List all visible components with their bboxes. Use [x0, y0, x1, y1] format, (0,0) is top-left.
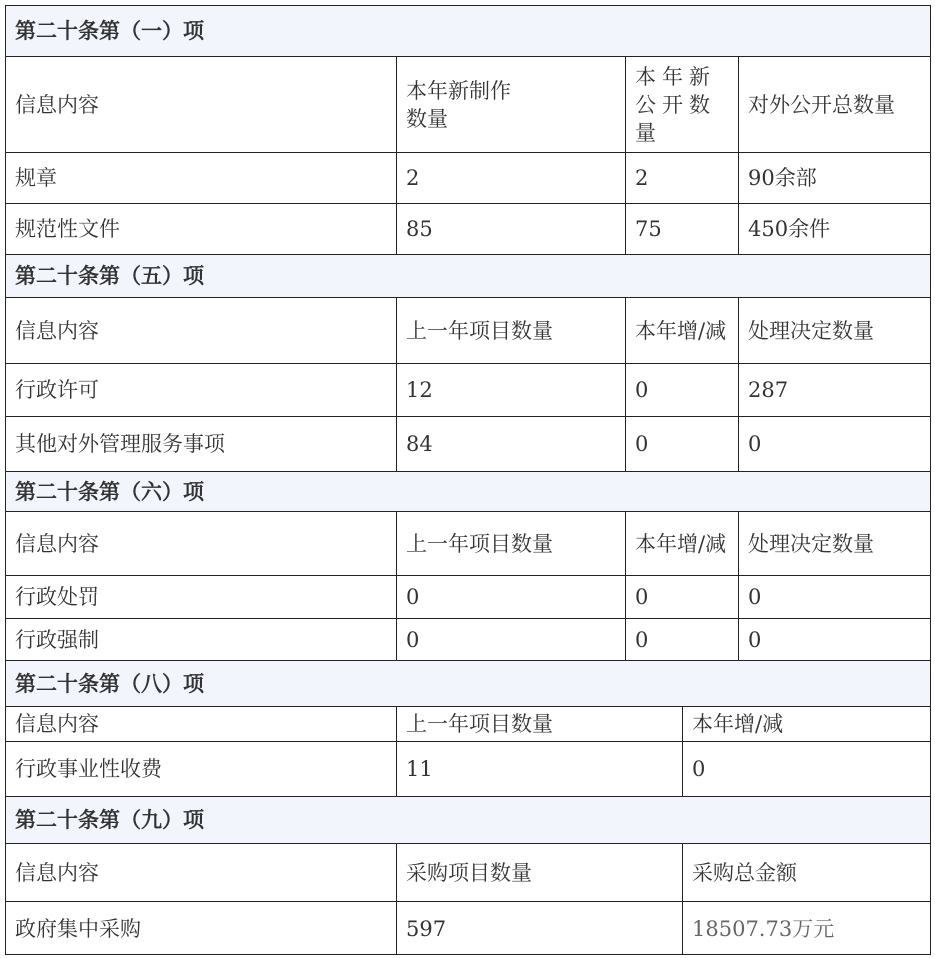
table-cell: 行政强制 — [6, 619, 397, 660]
table-cell: 18507.73万元 — [692, 916, 835, 941]
table-cell: 0 — [748, 627, 762, 652]
table-cell: 287 — [748, 378, 789, 402]
table-cell: 0 — [748, 585, 762, 609]
header-cell: 上一年项目数量 — [397, 298, 626, 363]
table-cell: 0 — [397, 619, 626, 660]
table-row — [5, 152, 931, 203]
table-cell: 行政许可 — [6, 364, 397, 416]
section-title: 第二十条第（八）项 — [15, 670, 204, 696]
table-cell: 0 — [692, 757, 706, 781]
section-title: 第二十条第（五）项 — [15, 263, 204, 288]
table-cell: 11 — [397, 742, 683, 796]
header-cell: 本年增/减 — [692, 712, 784, 736]
table-header-row — [5, 706, 931, 741]
header-cell: 处理决定数量 — [748, 531, 874, 556]
table-cell: 75 — [626, 204, 739, 254]
table-cell: 规章 — [6, 153, 397, 203]
table-cell: 12 — [397, 364, 626, 416]
table-cell: 2 — [397, 153, 626, 203]
table-cell: 0 — [748, 432, 762, 456]
section-title-row — [5, 660, 931, 706]
table-bottom-border — [5, 954, 931, 955]
table-header-row — [5, 511, 931, 575]
table-cell: 90余部 — [748, 166, 817, 190]
table-row — [5, 203, 931, 254]
table-header-row — [5, 56, 931, 152]
table-cell: 规范性文件 — [6, 204, 397, 254]
table-row — [5, 363, 931, 416]
header-cell: 信息内容 — [6, 57, 397, 152]
header-cell: 信息内容 — [6, 298, 397, 363]
table-row — [5, 901, 931, 955]
header-cell: 本年增/减 — [626, 512, 739, 575]
header-cell: 上一年项目数量 — [397, 707, 683, 741]
section-title: 第二十条第（六）项 — [15, 478, 204, 504]
table-cell: 0 — [626, 576, 739, 618]
table-cell: 0 — [626, 417, 739, 471]
header-cell: 处理决定数量 — [748, 318, 874, 343]
header-cell: 采购项目数量 — [397, 844, 683, 901]
section-title: 第二十条第（一）项 — [15, 18, 204, 43]
section-title: 第二十条第（九）项 — [15, 807, 204, 832]
section-title-row — [5, 796, 931, 843]
table-header-row — [5, 297, 931, 363]
header-cell: 信息内容 — [6, 512, 397, 575]
table-cell: 84 — [397, 417, 626, 471]
header-cell: 信息内容 — [6, 844, 397, 901]
table-header-row — [5, 843, 931, 901]
header-cell: 本年新制作数量 — [397, 57, 626, 152]
table-cell: 0 — [397, 576, 626, 618]
header-cell: 对外公开总数量 — [748, 92, 895, 117]
table-cell: 2 — [626, 153, 739, 203]
header-cell: 信息内容 — [6, 707, 397, 741]
header-cell: 本年增/减 — [626, 298, 739, 363]
table-row — [5, 741, 931, 796]
table-cell: 450余件 — [748, 217, 831, 241]
table-cell: 行政处罚 — [6, 576, 397, 618]
header-cell: 本年新公开数量 — [626, 57, 739, 152]
table-row — [5, 575, 931, 618]
table-cell: 597 — [397, 902, 683, 955]
table-cell: 政府集中采购 — [6, 902, 397, 955]
table-cell: 行政事业性收费 — [6, 742, 397, 796]
table-cell: 0 — [626, 364, 739, 416]
section-title-row — [5, 5, 931, 56]
header-cell: 上一年项目数量 — [397, 512, 626, 575]
header-cell: 采购总金额 — [692, 860, 797, 885]
table-cell: 其他对外管理服务事项 — [6, 417, 397, 471]
section-title-row — [5, 254, 931, 297]
section-title-row — [5, 471, 931, 511]
table-cell: 85 — [397, 204, 626, 254]
table-row — [5, 618, 931, 660]
table-row — [5, 416, 931, 471]
table-cell: 0 — [626, 619, 739, 660]
